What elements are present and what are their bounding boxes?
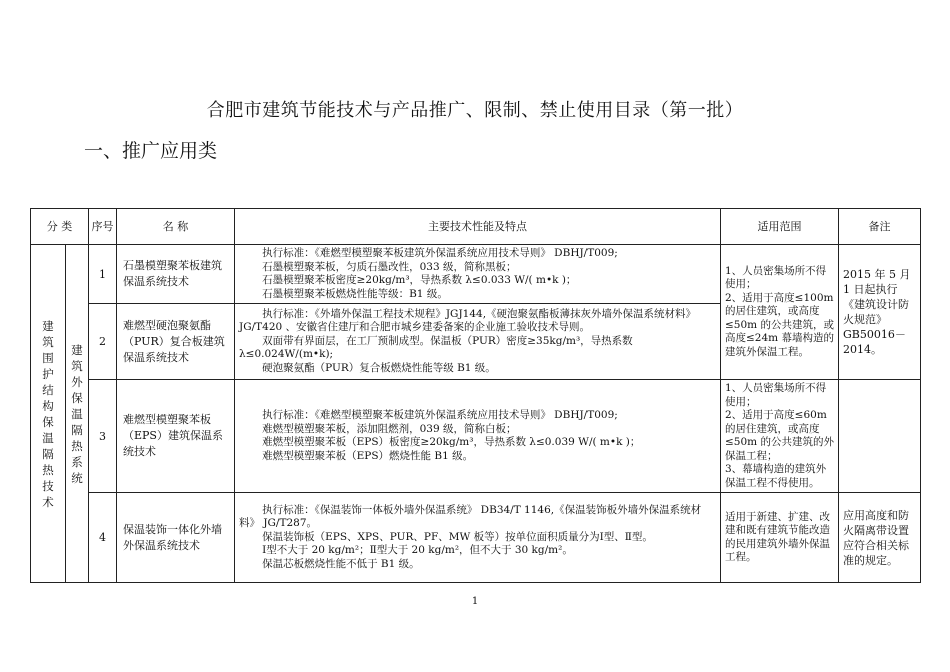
row-name: 保温装饰一体化外墙外保温系统技术 — [117, 493, 235, 583]
header-features: 主要技术性能及特点 — [235, 209, 721, 245]
header-name: 名 称 — [117, 209, 235, 245]
feature-line: 石墨模塑聚苯板，匀质石墨改性，033 级，简称黑板； — [262, 260, 517, 273]
feature-line: 执行标准：《保温装饰一体板外墙外保温系统》 DB34/T 1146,《保温装饰板外墙外保温系统材料》 JG/T287。 — [239, 503, 702, 530]
feature-line: 保温装饰板（EPS、XPS、PUR、PF、MW 板等）按单位面积质量分为Ⅰ型、Ⅱ型。 — [262, 530, 653, 543]
category-char: 隔 — [42, 446, 54, 461]
note-cell — [839, 380, 921, 493]
category-char: 围 — [42, 350, 54, 365]
feature-line: 难燃型模塑聚苯板，添加阻燃剂，039 级，简称白板； — [262, 422, 517, 435]
row-seq: 4 — [89, 493, 117, 583]
header-category: 分 类 — [31, 209, 89, 245]
document-title: 合肥市建筑节能技术与产品推广、限制、禁止使用目录（第一批） — [206, 100, 744, 121]
scope-line: 1、人员密集场所不得使用； — [725, 382, 827, 408]
feature-line: 石墨模塑聚苯板燃烧性能等级：B1 级。 — [262, 287, 448, 300]
feature-line: 双面带有界面层，在工厂预制成型。保温板（PUR）密度≥35kg/m³，导热系数 λ≤0.024W/(m•k); — [239, 334, 633, 361]
feature-line: 难燃型模塑聚苯板（EPS）板密度≥20kg/m³，导热系数 λ≤0.039 W/( m•k )； — [262, 436, 641, 448]
scope-line: 2、适用于高度≤100m 的居住建筑，或高度≤50m 的公共建筑，或高度≤24m 幕墙构造的建筑外保温工程。 — [725, 291, 834, 358]
row-seq: 3 — [89, 380, 117, 493]
header-scope: 适用范围 — [721, 209, 839, 245]
feature-line: Ⅰ型不大于 20 kg/m²；Ⅱ型大于 20 kg/m²，但不大于 30 kg/m²。 — [262, 544, 573, 557]
category-level1 — [31, 245, 66, 583]
scope-cell — [721, 380, 839, 493]
feature-line: 执行标准：《难燃型模塑聚苯板建筑外保温系统应用技术导则》 DBHJ/T009; — [262, 247, 618, 259]
category-char: 统 — [71, 470, 83, 485]
category-char: 筑 — [71, 358, 83, 373]
feature-line: 硬泡聚氨酯（PUR）复合板燃烧性能等级 B1 级。 — [262, 361, 496, 374]
table-row — [31, 245, 921, 304]
category-char: 建 — [71, 342, 83, 357]
category-char: 隔 — [71, 422, 83, 437]
category-char: 温 — [71, 406, 83, 421]
row-name: 难燃型硬泡聚氨酯（PUR）复合板建筑保温系统技术 — [117, 304, 235, 380]
category-char: 系 — [71, 454, 83, 469]
category-char: 保 — [42, 414, 54, 429]
category-char: 外 — [71, 374, 83, 389]
category-char: 建 — [42, 318, 54, 333]
catalog-table — [30, 208, 921, 583]
page-number: 1 — [471, 596, 479, 607]
row-name: 难燃型模塑聚苯板（EPS）建筑保温系统技术 — [117, 380, 235, 493]
header-note: 备注 — [839, 209, 921, 245]
category-char: 筑 — [42, 334, 54, 349]
row-features — [235, 304, 721, 380]
header-seq: 序号 — [89, 209, 117, 245]
row-features — [235, 380, 721, 493]
scope-line: 适用于新建、扩建、改建和既有建筑节能改造的民用建筑外墙外保温工程。 — [725, 510, 830, 563]
feature-line: 执行标准：《难燃型模塑聚苯板建筑外保温系统应用技术导则》 DBHJ/T009; — [262, 409, 618, 421]
category-level2 — [66, 245, 89, 583]
category-char: 术 — [42, 494, 54, 509]
category-char: 热 — [71, 438, 83, 453]
feature-line: 执行标准：《外墙外保温工程技术规程》JGJ144,《硬泡聚氨酯板薄抹灰外墙外保温系统材料》JG/T420 、安徽省住建厅和合肥市城乡建委备案的企业施工验收技术导则。 — [239, 307, 697, 334]
scope-line: 1、人员密集场所不得使用； — [725, 264, 827, 291]
table-row — [31, 493, 921, 583]
category-char: 热 — [42, 462, 54, 477]
feature-line: 石墨模塑聚苯板密度≥20kg/m³，导热系数 λ≤0.033 W/( m•k )； — [262, 274, 577, 286]
note-cell: 2015 年 5 月 1 日起执行《建筑设计防火规范》GB50016－2014。 — [839, 245, 921, 380]
scope-cell — [721, 245, 839, 380]
category-char: 温 — [42, 430, 54, 445]
category-char: 技 — [42, 478, 54, 493]
scope-line: 3、幕墙构造的建筑外保温工程不得使用。 — [725, 463, 827, 489]
header-row — [31, 209, 921, 245]
row-features — [235, 493, 721, 583]
section-heading: 一、推广应用类 — [84, 140, 218, 162]
row-name: 石墨模塑聚苯板建筑保温系统技术 — [117, 245, 235, 304]
scope-line: 2、适用于高度≤60m 的居住建筑，或高度≤50m 的公共建筑的外保温工程； — [725, 409, 834, 462]
category-char: 护 — [42, 366, 54, 381]
category-char: 结 — [42, 382, 54, 397]
table-row — [31, 380, 921, 493]
category-char: 保 — [71, 390, 83, 405]
row-seq: 1 — [89, 245, 117, 304]
note-cell: 应用高度和防火隔离带设置应符合相关标准的规定。 — [839, 493, 921, 583]
row-seq: 2 — [89, 304, 117, 380]
scope-cell — [721, 493, 839, 583]
feature-line: 保温芯板燃烧性能不低于 B1 级。 — [262, 557, 420, 570]
feature-line: 难燃型模塑聚苯板（EPS）燃烧性能 B1 级。 — [262, 449, 474, 462]
category-char: 构 — [42, 398, 54, 413]
row-features — [235, 245, 721, 304]
